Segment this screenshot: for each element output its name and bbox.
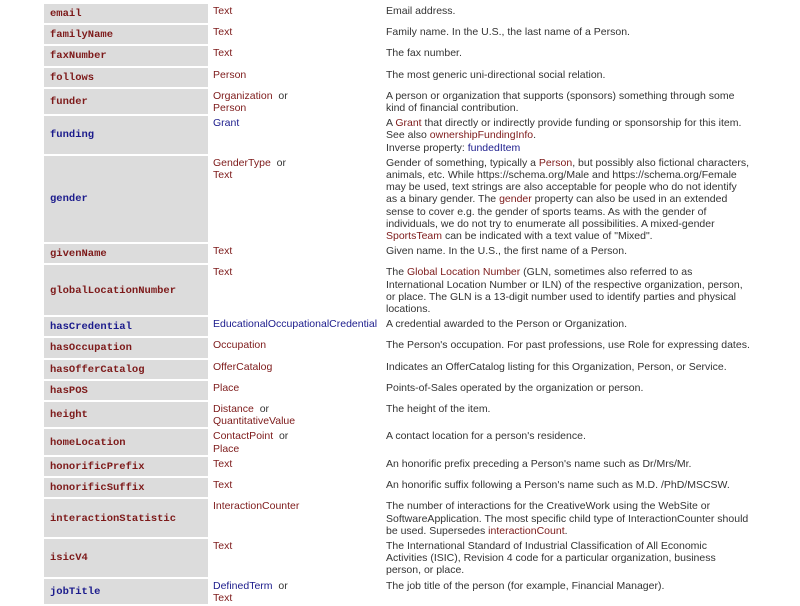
property-row-funder <box>44 89 756 114</box>
type-link[interactable]: Text <box>213 169 233 182</box>
property-row-hasOfferCatalog <box>44 360 756 379</box>
description-cell <box>386 25 756 44</box>
description-cell <box>386 499 756 537</box>
description-cell <box>386 579 756 604</box>
property-name-link[interactable]: honorificPrefix <box>44 457 208 476</box>
type-link[interactable]: InteractionCounter <box>213 500 300 513</box>
expected-types-cell <box>208 68 386 87</box>
or-separator: or <box>273 430 289 443</box>
property-name-link[interactable]: height <box>44 402 208 427</box>
type-link[interactable]: ContactPoint <box>213 430 274 443</box>
description-text: A credential awarded to the Person or Organization. <box>386 318 628 331</box>
expected-types-cell <box>208 478 386 497</box>
expected-types-cell <box>208 360 386 379</box>
property-table-container <box>44 0 756 606</box>
expected-types-cell <box>208 89 386 114</box>
type-link[interactable]: EducationalOccupationalCredential <box>213 318 378 331</box>
property-name-link[interactable]: familyName <box>44 25 208 44</box>
property-row-gender <box>44 156 756 242</box>
type-link[interactable]: Text <box>213 245 233 258</box>
type-link[interactable]: Person <box>213 68 247 81</box>
property-row-homeLocation <box>44 429 756 454</box>
type-link[interactable]: Text <box>213 5 233 17</box>
property-row-funding <box>44 116 756 154</box>
description-text: The Person's occupation. For past professions, use Role for expressing dates. <box>386 339 750 352</box>
type-link[interactable]: Text <box>213 266 233 279</box>
description-link[interactable]: fundedItem <box>467 141 521 154</box>
description-cell <box>386 338 756 357</box>
property-row-familyName <box>44 25 756 44</box>
property-name-link[interactable]: funder <box>44 89 208 114</box>
or-separator: or <box>272 89 288 102</box>
property-row-interactionStatistic <box>44 499 756 537</box>
type-link[interactable]: DefinedTerm <box>213 579 273 592</box>
description-text: The job title of the person (for example, Financial Manager). <box>386 579 665 592</box>
property-name-link[interactable]: faxNumber <box>44 46 208 65</box>
type-link[interactable]: Organization <box>213 89 273 102</box>
type-link[interactable]: Text <box>213 479 233 492</box>
description-text: The height of the item. <box>386 403 491 416</box>
description-text: A <box>386 117 396 130</box>
description-cell <box>386 156 756 242</box>
description-link[interactable]: interactionCount <box>488 524 565 537</box>
type-link[interactable]: OfferCatalog <box>213 360 273 373</box>
description-text: The number of interactions for the CreativeWork using the WebSite or SoftwareApplication. The most specific child type of InteractionCounter should be used. Supersedes <box>386 500 749 537</box>
description-text: Indicates an OfferCatalog listing for this Organization, Person, or Service. <box>386 360 727 373</box>
type-link[interactable]: Place <box>213 381 240 394</box>
type-link[interactable]: Text <box>213 539 233 552</box>
description-cell <box>386 116 756 154</box>
property-name-link[interactable]: hasOccupation <box>44 338 208 357</box>
description-text: Family name. In the U.S., the last name of a Person. <box>386 26 630 39</box>
description-link[interactable]: Person <box>538 156 573 169</box>
description-text: A person or organization that supports (sponsors) something through some kind of financial contribution. <box>386 89 735 115</box>
description-cell <box>386 46 756 65</box>
type-link[interactable]: Text <box>213 26 233 39</box>
description-text: (GLN, sometimes also referred to as International Location Number or ILN) of the respective organization, person, or place. The GLN is a 13-digit number used to identify parties and physical locations. <box>386 266 743 316</box>
description-text: An honorific prefix preceding a Person's name such as Dr/Mrs/Mr. <box>386 457 692 470</box>
description-text: Inverse property: <box>386 141 468 154</box>
description-cell <box>386 68 756 87</box>
type-link[interactable]: Occupation <box>213 339 267 352</box>
description-text: property can also be used in an extended sense to cover e.g. the gender of sports teams. As with the gender of individuals, we do not try to enumerate all possibilities. A mixed-gender <box>386 193 728 230</box>
property-row-height <box>44 402 756 427</box>
property-row-isicV4 <box>44 539 756 577</box>
description-link[interactable]: SportsTeam <box>386 230 443 243</box>
description-link[interactable]: ownershipFundingInfo <box>429 129 534 142</box>
property-row-honorificSuffix <box>44 478 756 497</box>
property-name-link[interactable]: jobTitle <box>44 579 208 604</box>
or-separator: or <box>270 156 286 169</box>
expected-types-cell <box>208 499 386 537</box>
expected-types-cell <box>208 244 386 263</box>
property-row-hasOccupation <box>44 338 756 357</box>
description-cell <box>386 539 756 577</box>
expected-types-cell <box>208 46 386 65</box>
expected-types-cell <box>208 156 386 242</box>
description-cell <box>386 457 756 476</box>
or-separator: or <box>253 403 270 416</box>
expected-types-cell <box>208 116 386 154</box>
property-name-link[interactable]: givenName <box>44 244 208 263</box>
expected-types-cell <box>208 429 386 454</box>
expected-types-cell <box>208 457 386 476</box>
property-row-email <box>44 4 756 23</box>
description-cell <box>386 89 756 114</box>
description-cell <box>386 429 756 454</box>
description-link[interactable]: Global Location Number <box>407 266 521 279</box>
description-text: . <box>564 524 568 537</box>
description-text: Points-of-Sales operated by the organization or person. <box>386 381 644 394</box>
property-name-link[interactable]: interactionStatistic <box>44 499 208 537</box>
description-text: Gender of something, typically a <box>386 156 539 169</box>
description-cell <box>386 317 756 336</box>
property-row-givenName <box>44 244 756 263</box>
description-cell <box>386 244 756 263</box>
type-link[interactable]: Place <box>213 442 240 455</box>
expected-types-cell <box>208 4 386 23</box>
expected-types-cell <box>208 317 386 336</box>
description-text: that directly or indirectly provide funding or sponsorship for this item. See also <box>386 117 742 142</box>
property-name-link[interactable]: gender <box>44 156 208 242</box>
expected-types-cell <box>208 338 386 357</box>
expected-types-cell <box>208 265 386 315</box>
description-text: , but possibly also fictional characters, animals, etc. While https://schema.org/Male and https://schema.org/Female may be used, text strings are also acceptable for people who do not identify as a binary gender. The <box>386 156 750 206</box>
description-text: . <box>533 129 537 142</box>
type-link[interactable]: Text <box>213 47 233 60</box>
type-link[interactable]: GenderType <box>213 156 271 169</box>
property-name-link[interactable]: hasPOS <box>44 381 208 400</box>
property-row-jobTitle <box>44 579 756 604</box>
expected-types-cell <box>208 402 386 427</box>
property-row-hasCredential <box>44 317 756 336</box>
description-text: A contact location for a person's residence. <box>386 430 586 443</box>
property-row-honorificPrefix <box>44 457 756 476</box>
property-name-link[interactable]: hasCredential <box>44 317 208 336</box>
description-text: The International Standard of Industrial Classification of All Economic Activities (ISIC), Revision 4 code for a particular organization, business person, or place. <box>386 539 716 577</box>
type-link[interactable]: Text <box>213 591 233 604</box>
description-text: The <box>386 266 408 279</box>
property-row-globalLocationNumber <box>44 265 756 315</box>
property-name-link[interactable]: globalLocationNumber <box>44 265 208 315</box>
property-row-faxNumber <box>44 46 756 65</box>
expected-types-cell <box>208 25 386 44</box>
description-cell <box>386 360 756 379</box>
property-name-link[interactable]: email <box>44 4 208 23</box>
description-text: An honorific suffix following a Person's name such as M.D. /PhD/MSCSW. <box>386 479 730 492</box>
property-row-follows <box>44 68 756 87</box>
description-link[interactable]: Grant <box>395 117 422 130</box>
description-cell <box>386 478 756 497</box>
property-name-link[interactable]: funding <box>44 116 208 154</box>
property-name-link[interactable]: isicV4 <box>44 539 208 577</box>
expected-types-cell <box>208 539 386 577</box>
type-link[interactable]: Grant <box>213 117 240 130</box>
type-link[interactable]: Person <box>213 102 247 115</box>
property-name-link[interactable]: follows <box>44 68 208 87</box>
description-link[interactable]: gender <box>499 193 532 206</box>
expected-types-cell <box>208 579 386 604</box>
type-link[interactable]: Distance <box>213 403 254 416</box>
description-text: Given name. In the U.S., the first name of a Person. <box>386 245 628 258</box>
description-text: can be indicated with a text value of "Mixed". <box>442 230 653 243</box>
description-cell <box>386 4 756 23</box>
description-cell <box>386 381 756 400</box>
description-text: The fax number. <box>386 47 462 60</box>
description-text: Email address. <box>386 5 456 17</box>
description-cell <box>386 265 756 315</box>
property-table <box>44 2 756 606</box>
property-table-body <box>44 4 756 604</box>
property-name-link[interactable]: honorificSuffix <box>44 478 208 497</box>
description-text: The most generic uni-directional social relation. <box>386 68 606 81</box>
type-link[interactable]: Text <box>213 457 233 470</box>
or-separator: or <box>272 579 288 592</box>
expected-types-cell <box>208 381 386 400</box>
property-row-hasPOS <box>44 381 756 400</box>
description-cell <box>386 402 756 427</box>
property-name-link[interactable]: hasOfferCatalog <box>44 360 208 379</box>
type-link[interactable]: QuantitativeValue <box>213 415 296 428</box>
property-name-link[interactable]: homeLocation <box>44 429 208 454</box>
